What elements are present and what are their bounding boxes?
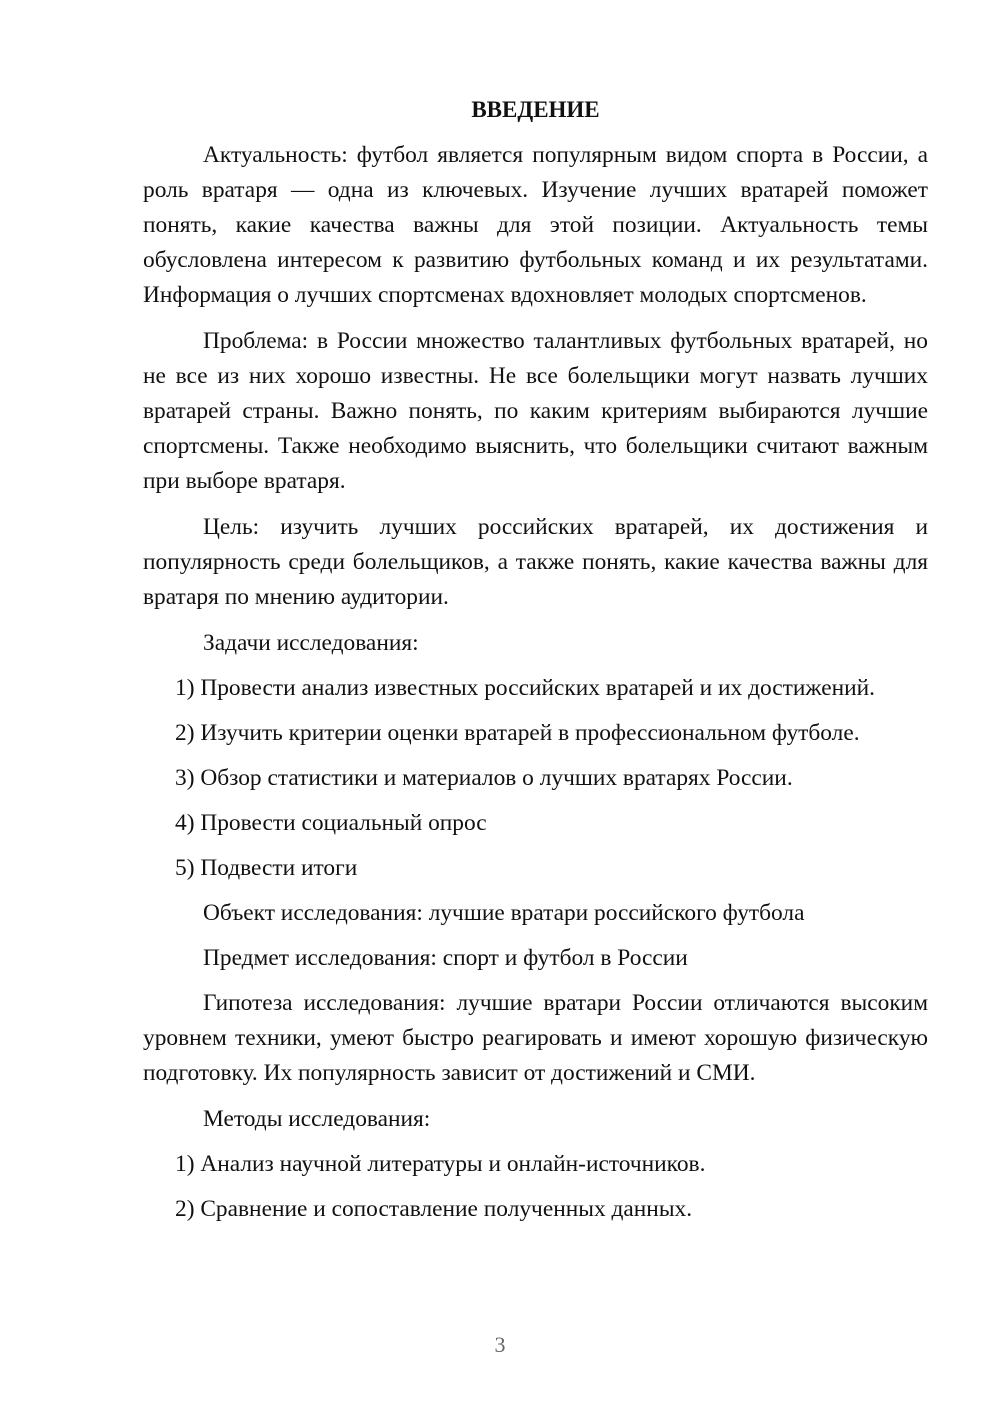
page-number: 3: [494, 1332, 506, 1357]
problem-paragraph: Проблема: в России множество талантливых футбольных вратарей, но не все из них хорошо известны. Не все болельщики могут назвать лучших вратарей страны. Важно понять, по каким критериям выбираются лучшие спортсмены. Также необходимо выяснить, что болельщики считают важным при выборе вратаря.: [143, 328, 928, 494]
document-page: [143, 92, 928, 1237]
list-item: 1) Провести анализ известных российских вратарей и их достижений.: [175, 675, 876, 701]
list-item: 2) Изучить критерии оценки вратарей в профессиональном футболе.: [175, 720, 860, 746]
research-object: Объект исследования: лучшие вратари российского футбола: [203, 900, 805, 926]
list-item: 4) Провести социальный опрос: [175, 810, 487, 836]
research-subject: Предмет исследования: спорт и футбол в России: [203, 945, 688, 971]
list-item: 3) Обзор статистики и материалов о лучших вратарях России.: [175, 765, 793, 791]
section-title: ВВЕДЕНИЕ: [471, 97, 600, 122]
relevance-paragraph: Актуальность: футбол является популярным видом спорта в России, а роль вратаря — одна из ключевых. Изучение лучших вратарей поможет понять, какие качества важны для этой позиции. Актуальность темы обусловлена интересом к развитию футбольных команд и их результатами. Информация о лучших спортсменах вдохновляет молодых спортсменов.: [143, 142, 928, 308]
tasks-heading: Задачи исследования:: [203, 630, 419, 656]
list-item: 5) Подвести итоги: [175, 855, 358, 881]
goal-paragraph: Цель: изучить лучших российских вратарей, их достижения и популярность среди болельщиков, а также понять, какие качества важны для вратаря по мнению аудитории.: [143, 514, 928, 610]
methods-list: [143, 1147, 928, 1227]
tasks-list: [143, 671, 928, 886]
methods-heading: Методы исследования:: [203, 1106, 431, 1132]
list-item: 2) Сравнение и сопоставление полученных данных.: [175, 1196, 693, 1222]
list-item: 1) Анализ научной литературы и онлайн-источников.: [175, 1151, 706, 1177]
hypothesis-paragraph: Гипотеза исследования: лучшие вратари России отличаются высоким уровнем техники, умеют быстро реагировать и имеют хорошую физическую подготовку. Их популярность зависит от достижений и СМИ.: [143, 990, 928, 1086]
